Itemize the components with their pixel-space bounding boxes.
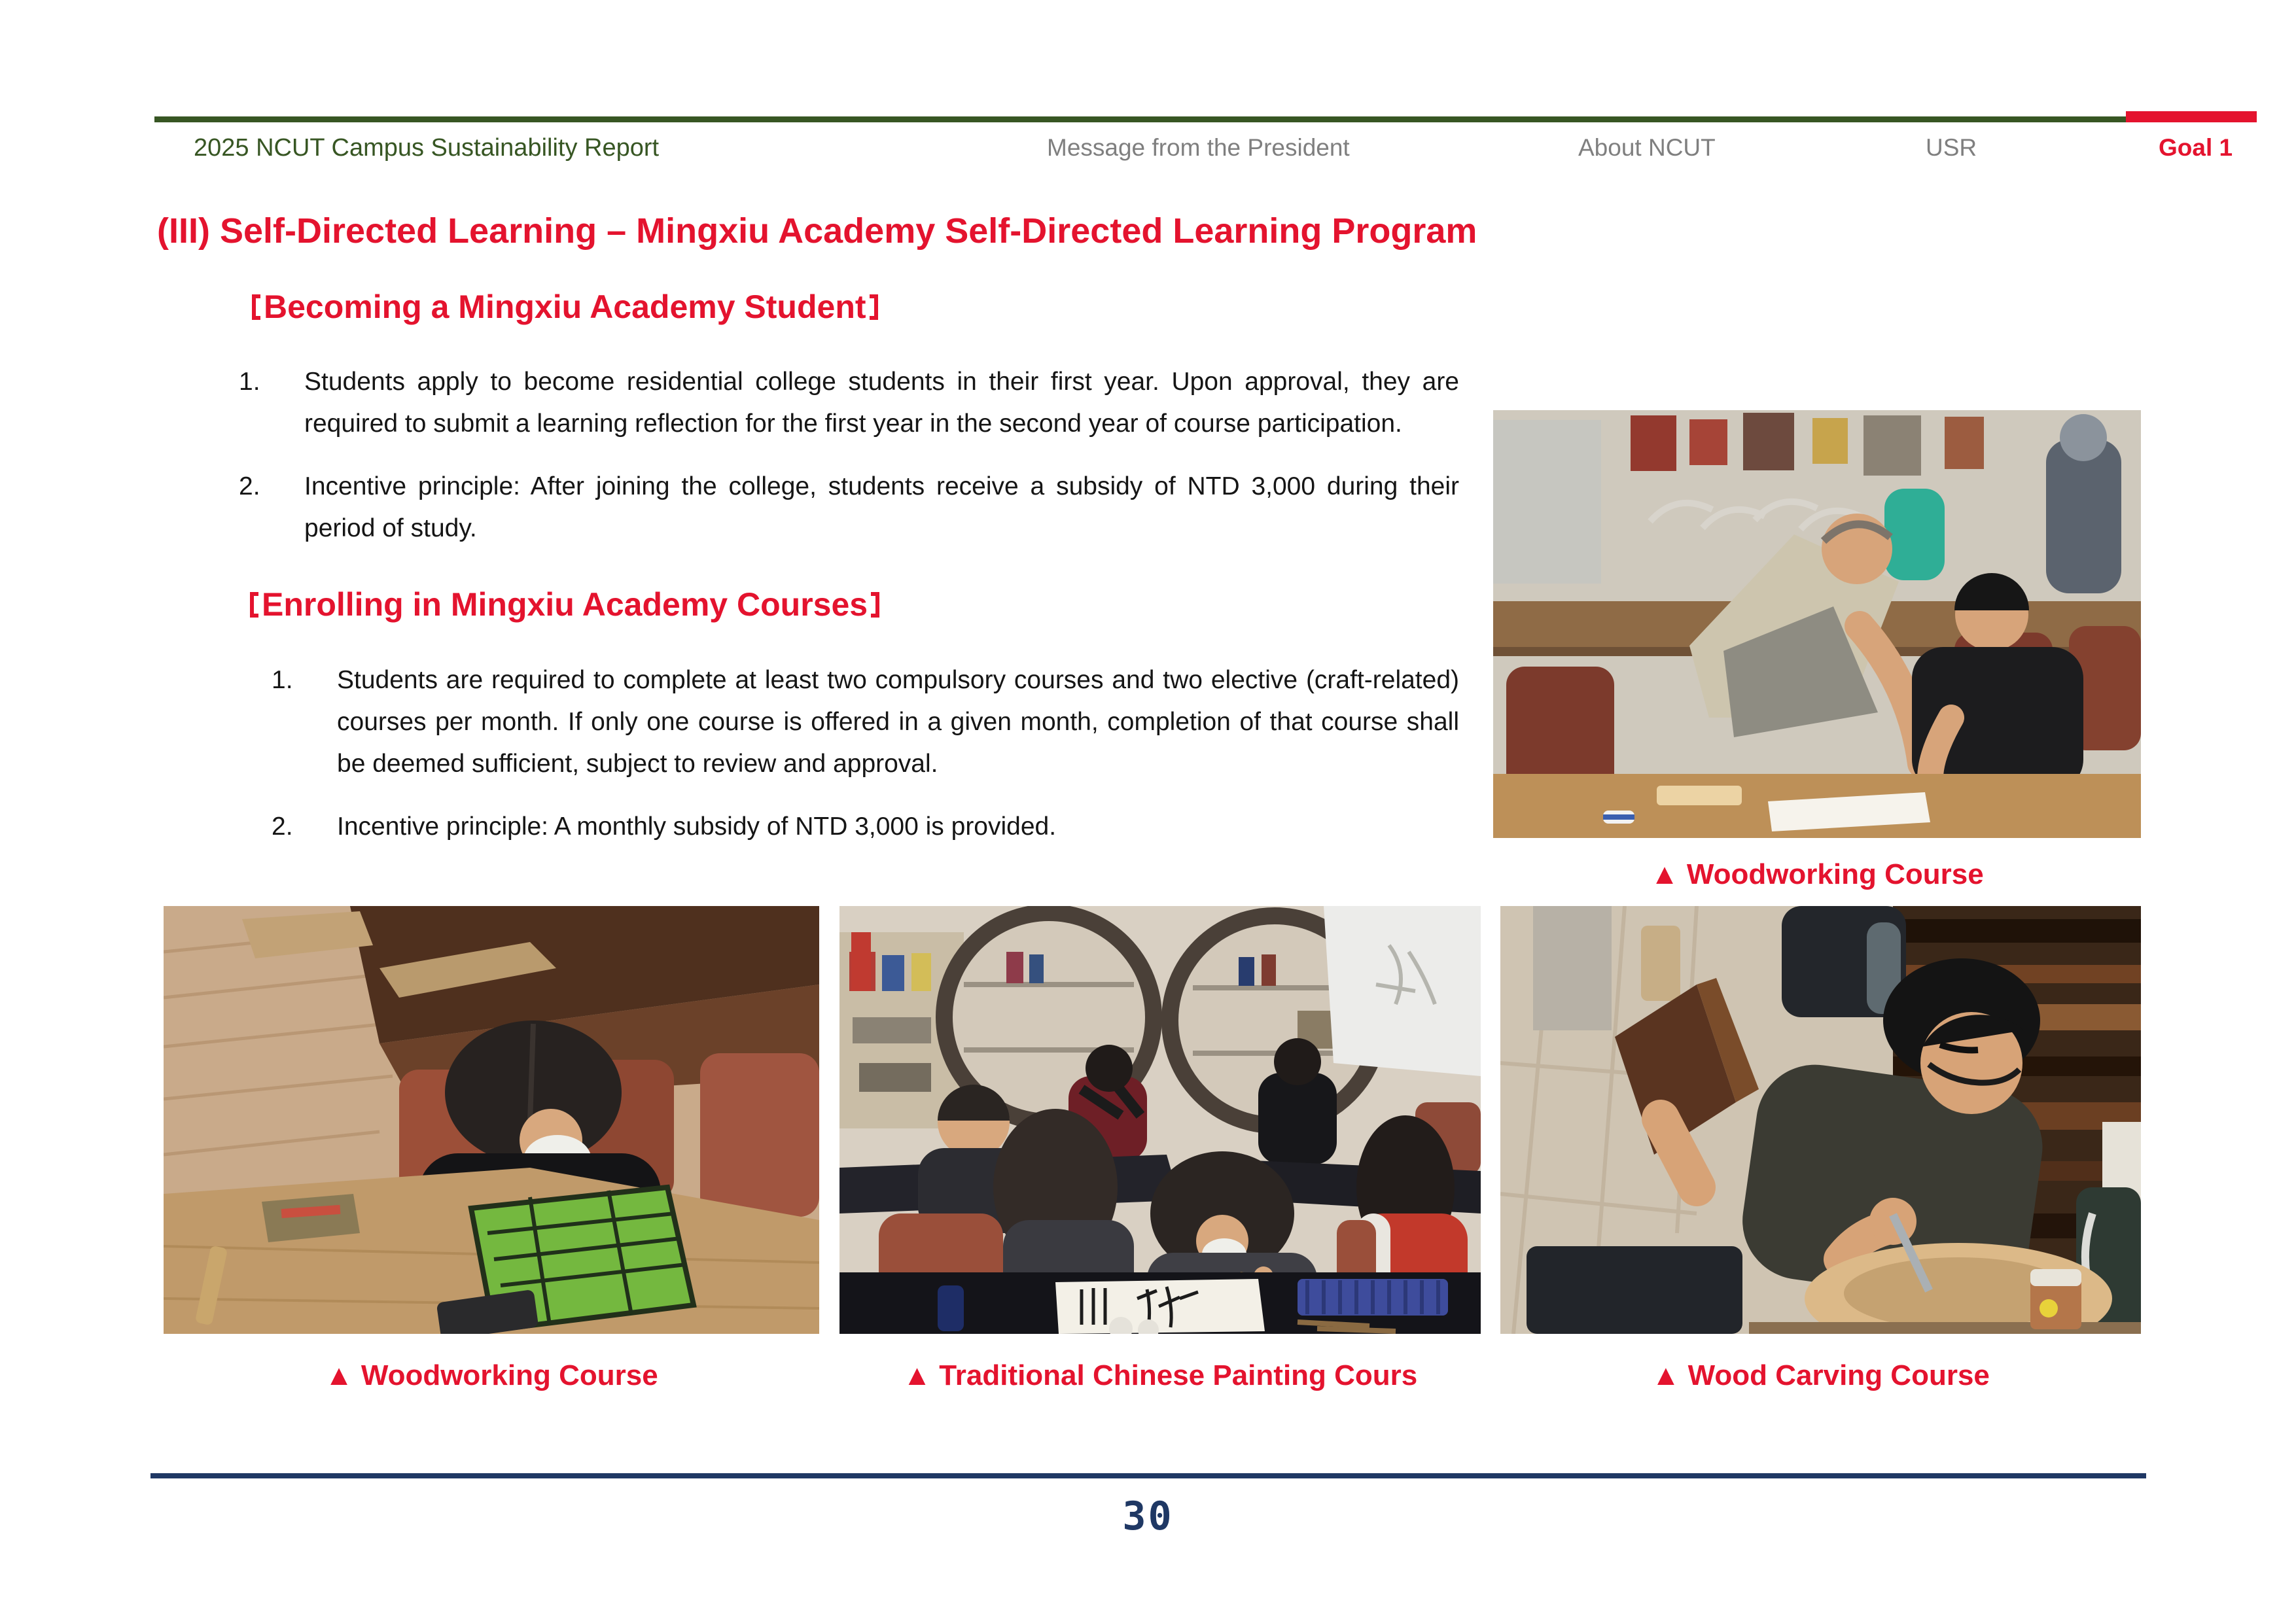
subsection-heading-becoming-student (252, 288, 878, 326)
photo-caption-woodworking-top (1493, 858, 2141, 891)
nav-about-ncut[interactable]: About NCUT (1578, 134, 1716, 161)
wood-carving-student-illustration (1500, 906, 2141, 1334)
lenticular-bracket-close-icon (871, 592, 879, 618)
triangle-marker-icon: ▲ (1651, 1359, 1680, 1391)
lenticular-bracket-close-icon (870, 294, 878, 320)
photo-caption-wood-carving (1500, 1359, 2141, 1392)
subsection-heading-enrolling-courses (250, 585, 879, 623)
photo-caption-woodworking-bottom (164, 1359, 819, 1392)
photo-woodworking-class (1493, 410, 2141, 838)
list-item-text: Incentive principle: After joining the college, students receive a subsidy of NTD 3,000 during their period of study. (304, 472, 1459, 542)
list-item (272, 806, 1459, 848)
lenticular-bracket-open-icon (252, 294, 260, 320)
list-item-number: 2. (272, 812, 293, 841)
subsection-heading-text: Enrolling in Mingxiu Academy Courses (262, 586, 868, 623)
nav-goal-1[interactable]: Goal 1 (2159, 134, 2233, 161)
list-item-text: Students are required to complete at least two compulsory courses and two elective (craft-related) courses per month. If only one course is offered in a given month, completion of that course shall be deemed sufficient, subject to review and approval. (337, 666, 1459, 778)
woodworking-student-illustration (164, 906, 819, 1334)
photo-caption-text: Wood Carving Course (1687, 1359, 1990, 1391)
numbered-list-enrolling-courses (272, 659, 1459, 848)
footer-rule (150, 1473, 2146, 1478)
list-item (239, 361, 1459, 445)
list-item-text: Students apply to become residential college students in their first year. Upon approval, they are required to submit a learning reflection for the first year in the second year of course participation. (304, 368, 1459, 438)
section-title: (III) Self-Directed Learning – Mingxiu Academy Self-Directed Learning Program (157, 211, 1477, 251)
list-item-number: 1. (272, 666, 293, 694)
report-title: 2025 NCUT Campus Sustainability Report (194, 134, 660, 162)
lenticular-bracket-open-icon (250, 592, 258, 618)
photo-caption-text: Woodworking Course (361, 1359, 658, 1391)
photo-wood-carving-student (1500, 906, 2141, 1334)
numbered-list-becoming-student (239, 361, 1459, 550)
header-rule (154, 116, 2126, 122)
woodworking-class-illustration (1493, 410, 2141, 838)
photo-woodworking-student (164, 906, 819, 1334)
list-item-number: 2. (239, 472, 260, 500)
triangle-marker-icon: ▲ (902, 1359, 932, 1391)
nav-message-from-the-president[interactable]: Message from the President (1047, 134, 1350, 161)
list-item (239, 466, 1459, 550)
nav-usr[interactable]: USR (1926, 134, 1977, 161)
subsection-heading-text: Becoming a Mingxiu Academy Student (264, 288, 866, 325)
chinese-painting-class-illustration (839, 906, 1481, 1334)
list-item-text: Incentive principle: A monthly subsidy of NTD 3,000 is provided. (337, 812, 1057, 841)
triangle-marker-icon: ▲ (325, 1359, 353, 1391)
list-item-number: 1. (239, 368, 260, 396)
header-rule-accent (2126, 111, 2257, 122)
photo-caption-text: Woodworking Course (1686, 858, 1984, 890)
page-number: 30 (1122, 1493, 1174, 1539)
photo-caption-text: Traditional Chinese Painting Cours (939, 1359, 1418, 1391)
photo-caption-chinese-painting (839, 1359, 1481, 1392)
photo-chinese-painting-class (839, 906, 1481, 1334)
list-item (272, 659, 1459, 785)
triangle-marker-icon: ▲ (1650, 858, 1679, 890)
